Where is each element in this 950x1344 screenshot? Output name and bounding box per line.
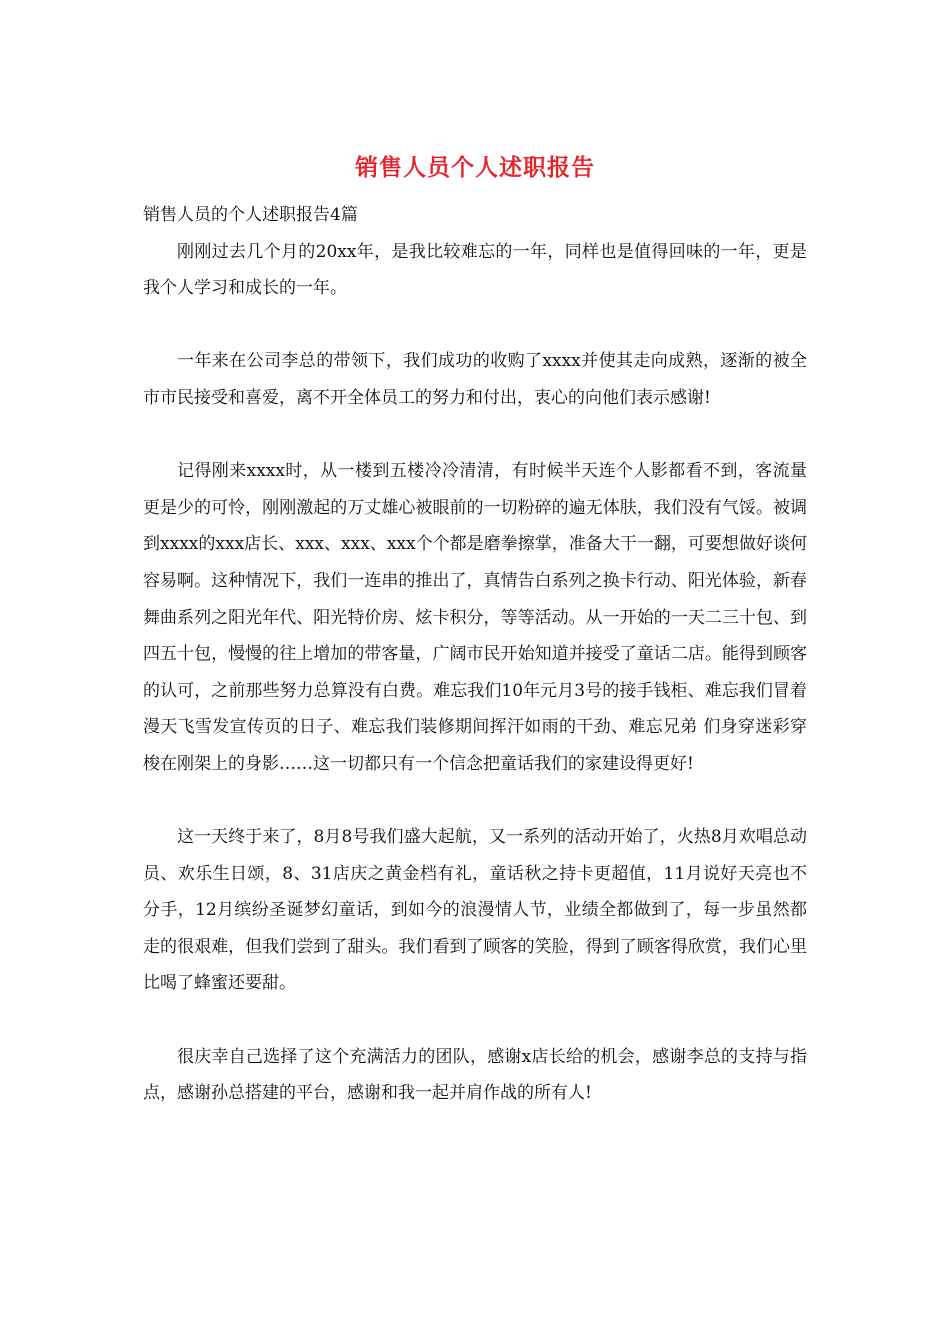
document-body — [143, 197, 807, 1148]
page-title: 销售人员个人述职报告 — [355, 154, 595, 181]
paragraph-1: 刚刚过去几个月的20xx年，是我比较难忘的一年，同样也是值得回味的一年，更是我个人学习和成长的一年。 — [143, 241, 807, 299]
paragraph-2: 一年来在公司李总的带领下，我们成功的收购了xxxx并使其走向成熟，逐渐的被全市市民接受和喜爱，离不开全体员工的努力和付出，衷心的向他们表示感谢! — [143, 351, 807, 408]
paragraph-5: 很庆幸自己选择了这个充满活力的团队，感谢x店长给的机会，感谢李总的支持与指点，感谢孙总搭建的平台，感谢和我一起并肩作战的所有人! — [143, 1046, 807, 1104]
paragraph-4: 这一天终于来了，8月8号我们盛大起航，又一系列的活动开始了，火热8月欢唱总动员、欢乐生日颂，8、31店庆之黄金档有礼，童话秋之持卡更超值，11月说好天亮也不分手，12月缤纷圣诞梦幻童话，到如今的浪漫情人节，业绩全都做到了，每一步虽然都走的很艰难，但我们尝到了甜头。我们看到了顾客的笑脸，得到了顾客得欣赏，我们心里比喝了蜂蜜还要甜。 — [143, 827, 807, 994]
document-subtitle: 销售人员的个人述职报告4篇 — [143, 205, 358, 225]
paragraph-3: 记得刚来xxxx时，从一楼到五楼冷冷清清，有时候半天连个人影都看不到，客流量更是少的可怜，刚刚激起的万丈雄心被眼前的一切粉碎的遍无体肤，我们没有气馁。被调到xxxx的xxx店长、xxx、xxx、xxx个个都是磨拳擦掌，准备大干一翻，可要想做好谈何容易啊。这种情况下，我们一连串的推出了，真情告白系列之换卡行动、阳光体验，新春舞曲系列之阳光年代、阳光特价房、炫卡积分，等等活动。从一开始的一天二三十包、到四五十包，慢慢的往上增加的带客量，广阔市民开始知道并接受了童话二店。能得到顾客的认可，之前那些努力总算没有白费。难忘我们10年元月3号的接手钱柜、难忘我们冒着漫天飞雪发宣传页的日子、难忘我们装修期间挥汗如雨的干劲、难忘兄弟 们身穿迷彩穿梭在刚架上的身影……这一切都只有一个信念把童话我们的家建设得更好! — [143, 461, 807, 774]
